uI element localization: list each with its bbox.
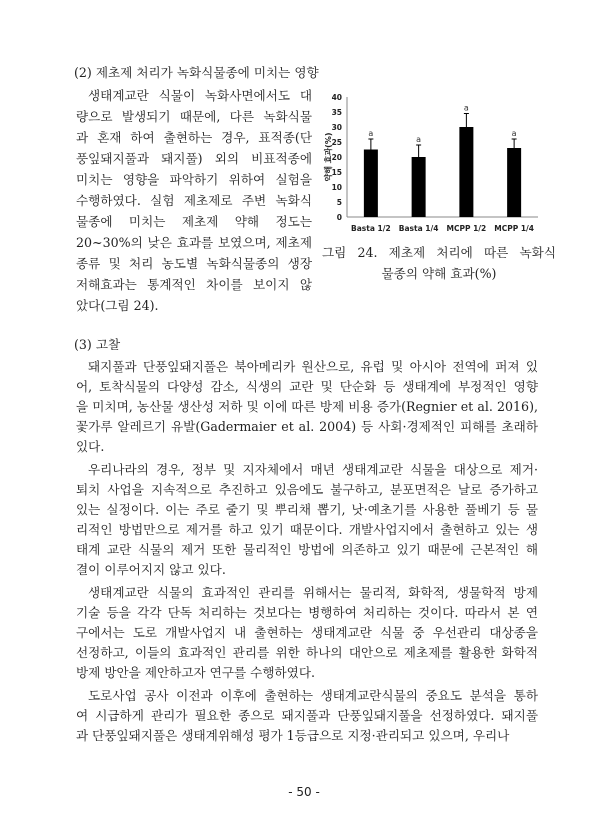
text-line: 물종에 미치는 제초제 약해 정도는 <box>76 214 312 229</box>
text-line: 있다. <box>76 439 105 454</box>
section-3-body <box>76 357 538 749</box>
text-line: 방제 방안을 제안하고자 연구를 수행하였다. <box>76 665 315 680</box>
text-line: 생태계교란 식물이 녹화사면에서도 대 <box>88 88 312 103</box>
y-tick-label: 0 <box>336 213 342 222</box>
paragraph <box>76 583 538 683</box>
paragraph <box>76 357 538 457</box>
y-tick-label: 15 <box>331 168 342 177</box>
text-line: 았다(그림 24). <box>76 298 159 313</box>
text-line: 미치는 영향을 파악하기 위하여 실험을 <box>76 172 312 187</box>
text-line: 과 혼재 하여 출현하는 경우, 표적종(단 <box>76 130 312 145</box>
y-tick-label: 5 <box>336 198 342 207</box>
section-2-body <box>76 85 312 316</box>
y-tick-label: 40 <box>331 93 342 102</box>
bar <box>364 150 378 218</box>
y-axis-label: 약해 효과(%) <box>324 132 333 182</box>
figure-caption-line2: 물종의 약해 효과(%) <box>381 266 497 281</box>
bar <box>412 157 426 217</box>
y-tick-label: 20 <box>331 153 342 162</box>
text-line: 도로사업 공사 이전과 이후에 출현하는 생태계교란식물의 중요도 분석을 통하 <box>88 688 538 703</box>
significance-letter: a <box>463 103 469 113</box>
paragraph <box>76 686 538 746</box>
text-line: 태계 교란 식물의 제거 또한 물리적인 방법에 의존하고 있기 때문에 근본적인 해 <box>76 542 538 557</box>
significance-letter: a <box>511 129 517 138</box>
section-2-heading: (2) 제초제 처리가 녹화식물종에 미치는 영향 <box>74 65 319 80</box>
text-line: 선정하고, 이들의 효과적인 관리를 위한 하나의 대안으로 제초제를 활용한 화학적 <box>76 645 538 660</box>
x-tick-label: Basta 1/4 <box>398 224 439 233</box>
x-tick-label: Basta 1/2 <box>351 224 391 233</box>
significance-letter: a <box>416 135 422 144</box>
bar-chart <box>318 84 558 238</box>
y-tick-label: 25 <box>331 138 342 147</box>
text-line: 수행하였다. 실험 제초제로 주변 녹화식 <box>76 193 312 208</box>
text-line: 돼지풀과 단풍잎돼지풀은 북아메리카 원산으로, 유럽 및 아시아 전역에 퍼져 있 <box>88 359 538 374</box>
text-line: 기술 등을 각각 단독 처리하는 것보다는 병행하여 처리하는 것이다. 따라서 본 연 <box>76 605 538 620</box>
y-tick-label: 10 <box>331 183 342 192</box>
text-line: 을 미치며, 농산물 생산성 저하 및 이에 따른 방제 비용 증가(Regnier et al. 2016), <box>76 399 538 414</box>
text-line: 우리나라의 경우, 정부 및 지자체에서 매년 생태계교란 식물을 대상으로 제거· <box>88 462 538 477</box>
page-number: - 50 - <box>288 785 320 799</box>
paragraph <box>76 460 538 580</box>
section-3-heading: (3) 고찰 <box>74 337 121 352</box>
significance-letter: a <box>368 129 374 138</box>
text-line: 결이 이루어지지 않고 있다. <box>76 562 226 577</box>
text-line: 리적인 방법만으로 제거를 하고 있기 때문이다. 개발사업지에서 출현하고 있는 생 <box>76 522 538 537</box>
text-line: 여 시급하게 관리가 필요한 종으로 돼지풀과 단풍잎돼지풀을 선정하였다. 돼지풀 <box>76 708 538 723</box>
text-line: 있는 실정이다. 이는 주로 줄기 및 뿌리채 뽑기, 낫·예초기를 사용한 풀베기 등 물 <box>76 502 538 517</box>
text-line: 과 단풍잎돼지풀은 생태계위해성 평가 1등급으로 지정·관리되고 있으며, 우리나 <box>76 728 510 743</box>
text-line: 퇴치 사업을 지속적으로 추진하고 있음에도 불구하고, 분포면적은 날로 증가하고 <box>76 482 538 497</box>
text-line: 구에서는 도로 개발사업지 내 출현하는 생태계교란 식물 중 우선관리 대상종을 <box>76 625 538 640</box>
y-tick-label: 30 <box>331 123 342 132</box>
bar <box>507 148 521 217</box>
text-line: 생태계교란 식물의 효과적인 관리를 위해서는 물리적, 화학적, 생물학적 방제 <box>88 585 538 600</box>
x-tick-label: MCPP 1/4 <box>494 224 534 233</box>
text-line: 저해효과는 통계적인 차이를 보이지 않 <box>76 277 312 292</box>
text-line: 종류 및 처리 농도별 녹화식물종의 생장 <box>76 256 312 271</box>
text-line: 어, 토착식물의 다양성 감소, 식생의 교란 및 단순화 등 생태계에 부정적인 영향 <box>76 379 538 394</box>
y-tick-label: 35 <box>331 108 342 117</box>
text-line: 꽃가루 알레르기 유발(Gadermaier et al. 2004) 등 사회·경제적인 피해를 초래하 <box>76 419 538 434</box>
text-line: 풍잎돼지풀과 돼지풀) 외의 비표적종에 <box>76 151 312 166</box>
figure-caption-line1: 그림 24. 제초제 처리에 따른 녹화식 <box>322 245 556 260</box>
text-line: 20~30%의 낮은 효과를 보였으며, 제초제 <box>76 235 312 250</box>
bar <box>459 127 473 217</box>
x-tick-label: MCPP 1/2 <box>446 224 487 233</box>
text-line: 량으로 발생되기 때문에, 다른 녹화식물 <box>76 109 312 124</box>
